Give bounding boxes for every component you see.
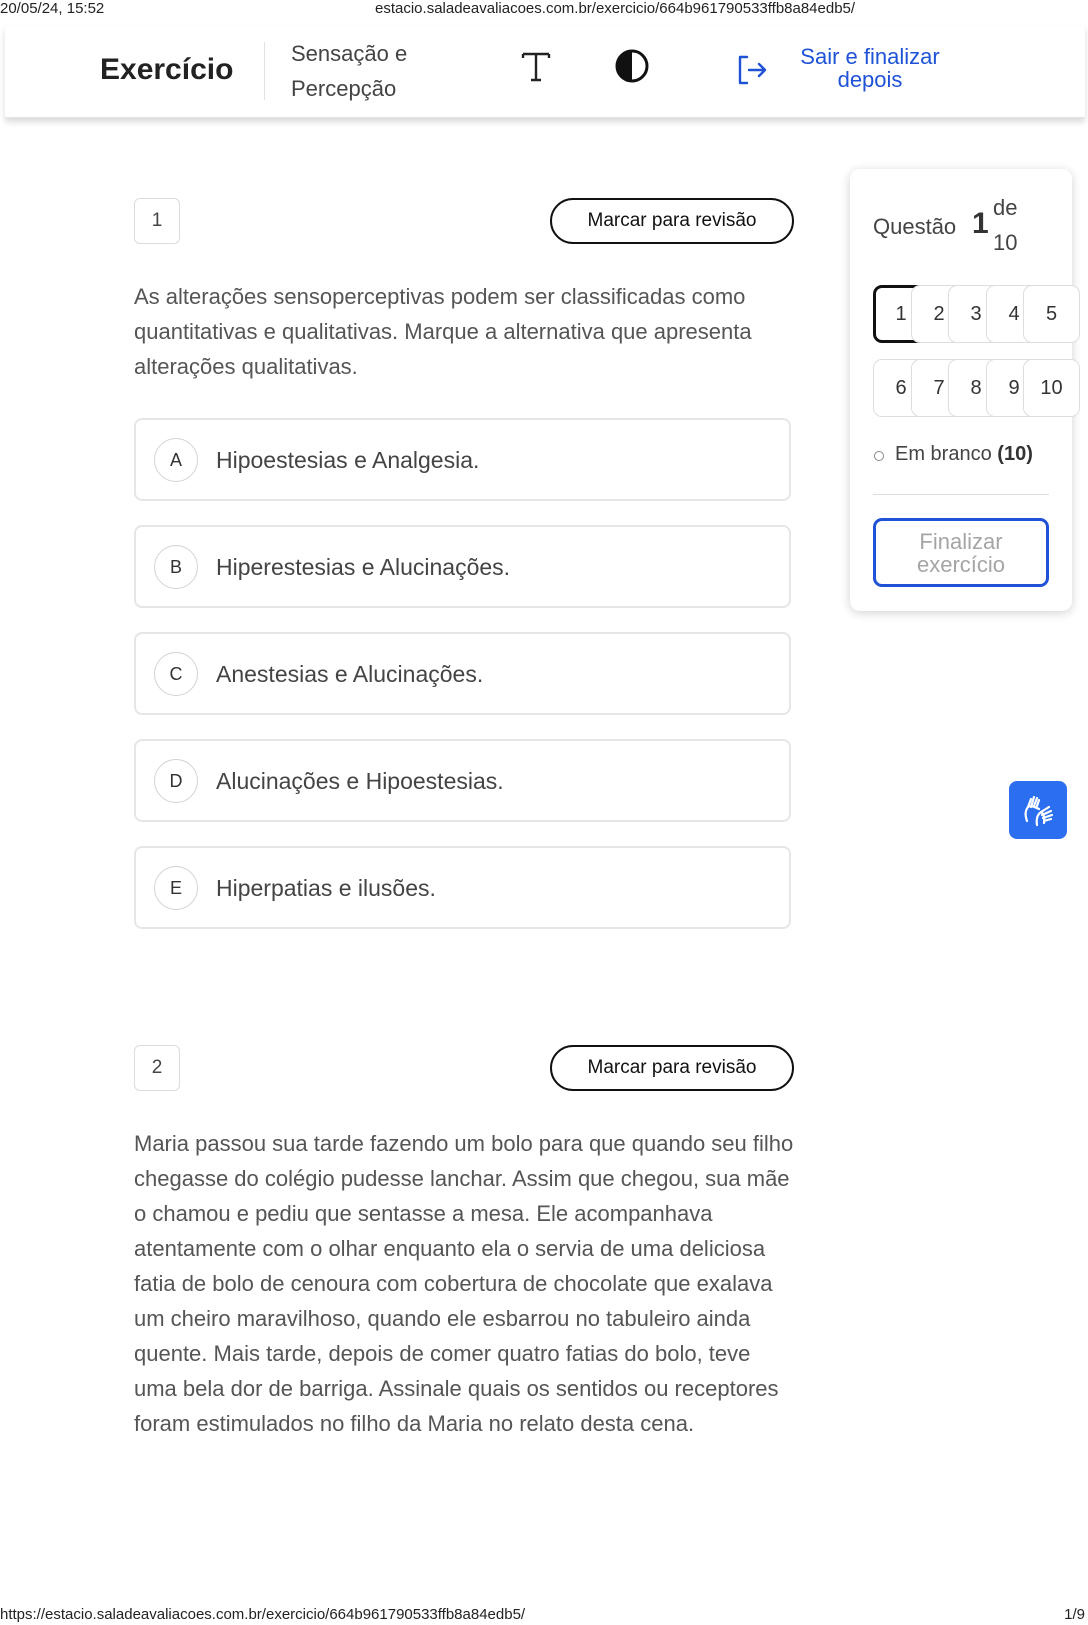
text-size-icon bbox=[520, 46, 552, 86]
question-text: Maria passou sua tarde fazendo um bolo para que quando seu filho chegasse do colégio pudesse lanchar. Assim que chegou, sua mãe o chamou e pediu que sentasse a mesa. Ele acompanhava atentamente com o olhar enquanto ela o servia de uma deliciosa fatia de bolo de cenoura com cobertura de chocolate que exalava um cheiro maravilhoso, quando ele esbarrou no tabuleiro ainda quente. Mais tarde, depois de comer quatro fatias do bolo, teve uma bela dor de barriga. Assinale quais os sentidos ou receptores foram estimulados no filho da Maria no relato desta cena. bbox=[134, 1131, 794, 1436]
option-text: Hiperestesias e Alucinações. bbox=[216, 554, 511, 580]
blank-status-icon bbox=[874, 451, 884, 461]
nav-question-5[interactable]: 5 bbox=[1023, 285, 1080, 343]
contrast-icon bbox=[614, 48, 650, 84]
blank-legend bbox=[895, 443, 1033, 466]
option-c[interactable] bbox=[134, 632, 791, 715]
print-date: 20/05/24, 15:52 bbox=[0, 0, 105, 17]
nav-question-10[interactable]: 10 bbox=[1023, 359, 1080, 417]
option-e[interactable] bbox=[134, 846, 791, 929]
question-of: de bbox=[993, 195, 1018, 220]
exit-button[interactable] bbox=[735, 53, 769, 87]
nav-question-4[interactable]: 4 bbox=[986, 285, 1042, 343]
question-number: 1 bbox=[134, 198, 180, 244]
print-footer-url: https://estacio.saladeavaliacoes.com.br/exercicio/664b961790533ffb8a84edb5/ bbox=[0, 1606, 526, 1623]
nav-question-2[interactable]: 2 bbox=[911, 285, 967, 343]
nav-question-6[interactable]: 6 bbox=[873, 359, 929, 417]
blank-label: Em branco bbox=[895, 443, 992, 465]
option-letter: E bbox=[154, 866, 198, 910]
mark-review-button[interactable]: Marcar para revisão bbox=[550, 198, 794, 244]
question-label: Questão bbox=[873, 214, 957, 239]
option-text: Hipoestesias e Analgesia. bbox=[216, 447, 480, 473]
logout-icon bbox=[735, 53, 769, 87]
top-bar bbox=[5, 26, 1085, 118]
option-letter: C bbox=[154, 652, 198, 696]
page-title: Exercício bbox=[100, 53, 234, 86]
finish-exercise-button[interactable]: Finalizar exercício bbox=[873, 518, 1049, 587]
print-page-number: 1/9 bbox=[1064, 1606, 1085, 1623]
nav-question-3[interactable]: 3 bbox=[948, 285, 1004, 343]
print-url: estacio.saladeavaliacoes.com.br/exercicio/664b961790533ffb8a84edb5/ bbox=[375, 0, 856, 17]
panel-divider bbox=[873, 494, 1049, 495]
libras-button[interactable] bbox=[1009, 781, 1067, 839]
option-letter: A bbox=[154, 438, 198, 482]
nav-question-8[interactable]: 8 bbox=[948, 359, 1004, 417]
option-text: Anestesias e Alucinações. bbox=[216, 661, 484, 687]
font-size-button[interactable] bbox=[520, 46, 552, 86]
print-header bbox=[0, 0, 1088, 18]
option-text: Alucinações e Hipoestesias. bbox=[216, 768, 504, 794]
option-d[interactable] bbox=[134, 739, 791, 822]
option-text: Hiperpatias e ilusões. bbox=[216, 875, 436, 901]
total-questions: 10 bbox=[993, 230, 1018, 255]
mark-review-button[interactable]: Marcar para revisão bbox=[550, 1045, 794, 1091]
sign-language-icon bbox=[1019, 791, 1057, 829]
nav-question-9[interactable]: 9 bbox=[986, 359, 1042, 417]
contrast-button[interactable] bbox=[614, 48, 650, 84]
option-letter: D bbox=[154, 759, 198, 803]
nav-question-1[interactable]: 1 bbox=[873, 285, 929, 343]
question-text: As alterações sensoperceptivas podem ser classificadas como quantitativas e qualitativas. Marque a alternativa que apresenta alterações qualitativas. bbox=[134, 284, 752, 379]
subject-title: Sensação e Percepção bbox=[291, 41, 408, 101]
exit-link[interactable]: Sair e finalizar depois bbox=[800, 44, 940, 92]
option-letter: B bbox=[154, 545, 198, 589]
blank-count: (10) bbox=[997, 443, 1033, 465]
print-footer bbox=[0, 1606, 1088, 1624]
option-a[interactable] bbox=[134, 418, 791, 501]
nav-question-7[interactable]: 7 bbox=[911, 359, 967, 417]
current-question: 1 bbox=[972, 207, 989, 240]
question-navigator bbox=[850, 169, 1072, 611]
divider bbox=[264, 42, 265, 100]
option-b[interactable] bbox=[134, 525, 791, 608]
question-number: 2 bbox=[134, 1045, 180, 1091]
